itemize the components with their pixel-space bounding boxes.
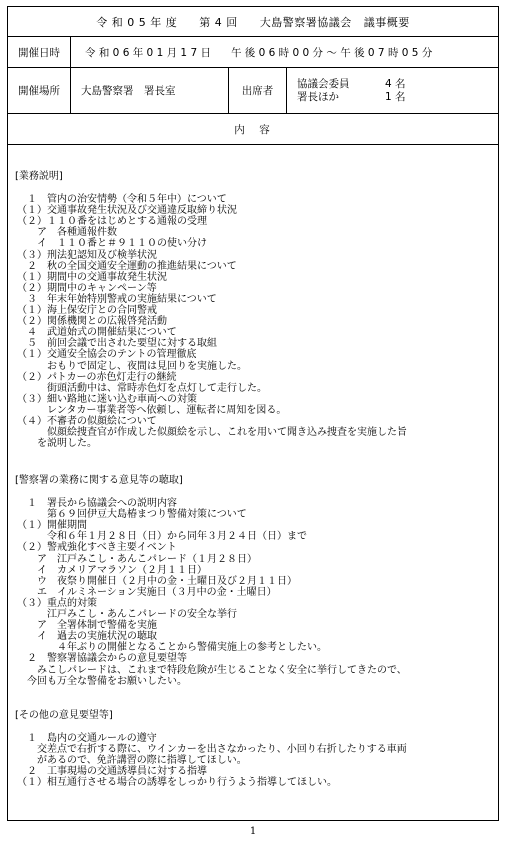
section-heading: [業務説明] <box>15 171 63 182</box>
content-body <box>8 161 498 820</box>
section-line: （２）期間中のキャンペーン等 <box>17 282 157 294</box>
content-header: 内 容 <box>234 123 272 136</box>
section-line: ア 江戸みこし・あんこパレード（１月２８日） <box>17 553 257 565</box>
section-line: があるので、免許講習の際に指導してほしい。 <box>17 755 247 767</box>
date-value-cell <box>70 37 498 67</box>
section-line: 令和６年１月２８日（日）から同年３月２４日（日）まで <box>17 531 307 543</box>
section-line: （３）重点的対策 <box>17 597 97 609</box>
title-session: 第 4 回 <box>199 16 238 29</box>
section-line: ５ 前回会議で出された要望に対する取組 <box>17 338 217 350</box>
section-line: ウ 夜祭り開催日（２月中の金・土曜日及び２月１１日） <box>17 575 297 587</box>
section-line: （３）細い路地に迷い込む車両への対策 <box>17 393 197 405</box>
date-row <box>8 37 498 68</box>
document-title <box>8 7 498 37</box>
meeting-date: 令 和 0 6 年 0 1 月 1 7 日 <box>85 46 211 59</box>
section-line: レンタカー事業者等へ依頼し、運転者に周知を図る。 <box>17 404 287 416</box>
attendee-row: 協議会委員 4 名 <box>297 77 406 90</box>
section-line: エ イルミネーション実施日（３月中の金・土曜日） <box>17 586 277 598</box>
section-line: （１）開催期間 <box>17 520 87 532</box>
section-line: 今回も万全な警備をお願いしたい。 <box>17 675 187 687</box>
section-line: 交差点で右折する際に、ウインカーを出さなかったり、小回り右折したりする車両 <box>17 744 407 756</box>
section-line: （２）１１０番をはじめとする通報の受理 <box>17 216 207 228</box>
minutes-sheet <box>7 6 499 821</box>
section-line: （１）海上保安庁との合同警戒 <box>17 305 157 316</box>
section-line: みこしパレードは、これまで特段危険が生じることなく安全に挙行してきたので、 <box>17 664 407 676</box>
meeting-place: 大島警察署 署長室 <box>70 68 228 113</box>
section-line: （１）交通安全協会のテントの管理徹底 <box>17 349 197 361</box>
section-line: （２）警戒強化すべき主要イベント <box>17 542 177 554</box>
attendees-list <box>286 68 498 113</box>
place-label: 開催場所 <box>18 85 60 97</box>
section-line: ２ 警察署協議会からの意見要望等 <box>17 653 187 665</box>
title-year: 令 和 0 5 年 度 <box>96 16 178 29</box>
section-line: ４ 武道始式の開催結果について <box>17 327 177 339</box>
title-kind: 議事概要 <box>363 16 410 29</box>
place-row <box>8 68 498 114</box>
content-header-row <box>8 114 498 145</box>
title-council: 大島警察署協議会 <box>259 16 352 29</box>
page-number: 1 <box>249 826 257 837</box>
section-line: （２）パトカーの赤色灯走行の継続 <box>17 371 177 383</box>
section-line: おもりで固定し、夜間は見回りを実施した。 <box>17 360 247 372</box>
section-line: （４）不審者の似顔絵について <box>17 416 157 427</box>
section-line: イ カメリアマラソン（２月１１日） <box>17 564 207 576</box>
meeting-time: 午 後 0 6 時 0 0 分 ～ 午 後 0 7 時 0 5 分 <box>230 46 433 59</box>
section-line: を説明した。 <box>17 438 97 450</box>
section-line: （１）交通事故発生状況及び交通違反取締り状況 <box>17 205 237 217</box>
section-line: １ 管内の治安情勢（令和５年中）について <box>17 194 227 205</box>
section-line: （２）関係機関との広報啓発活動 <box>17 316 167 328</box>
section-line: 第６９回伊豆大島椿まつり警備対策について <box>17 509 247 521</box>
attendees-label: 出席者 <box>228 68 286 113</box>
section-line: 江戸みこし・あんこパレードの安全な挙行 <box>17 609 237 620</box>
section-line: （１）期間中の交通事故発生状況 <box>17 271 167 283</box>
section-line: （１）相互通行させる場合の誘導をしっかり行うよう指導してほしい。 <box>17 777 337 789</box>
section-line: ４年ぶりの開催となることから警備実施上の参考としたい。 <box>17 642 327 654</box>
section-line: （３）刑法犯認知及び検挙状況 <box>17 249 157 261</box>
section-line: ア 全署体制で警備を実施 <box>17 620 157 632</box>
section-heading: [警察署の業務に関する意見等の聴取] <box>15 475 183 486</box>
section-line: 似顔絵捜査官が作成した似顔絵を示し、これを用いて聞き込み捜査を実施した旨 <box>17 427 407 439</box>
section-line: ２ 工事現場の交通誘導員に対する指導 <box>17 766 207 778</box>
section-heading: [その他の意見要望等] <box>15 710 113 721</box>
section-line: １ 署長から協議会への説明内容 <box>17 498 177 509</box>
date-label: 開催日時 <box>18 46 60 59</box>
section-line: イ 過去の実施状況の聴取 <box>17 631 157 643</box>
section-line: ３ 年末年始特別警戒の実施結果について <box>17 293 217 305</box>
attendee-row: 署長ほか 1 名 <box>297 90 406 103</box>
section-line: 街頭活動中は、常時赤色灯を点灯して走行した。 <box>17 382 267 394</box>
section-line: ア 各種通報件数 <box>17 227 117 239</box>
section-line: イ １１０番と＃９１１０の使い分け <box>17 238 207 250</box>
section-line: ２ 秋の全国交通安全運動の推進結果について <box>17 260 237 272</box>
title-row <box>8 7 498 37</box>
section-line: １ 島内の交通ルールの遵守 <box>17 733 157 744</box>
